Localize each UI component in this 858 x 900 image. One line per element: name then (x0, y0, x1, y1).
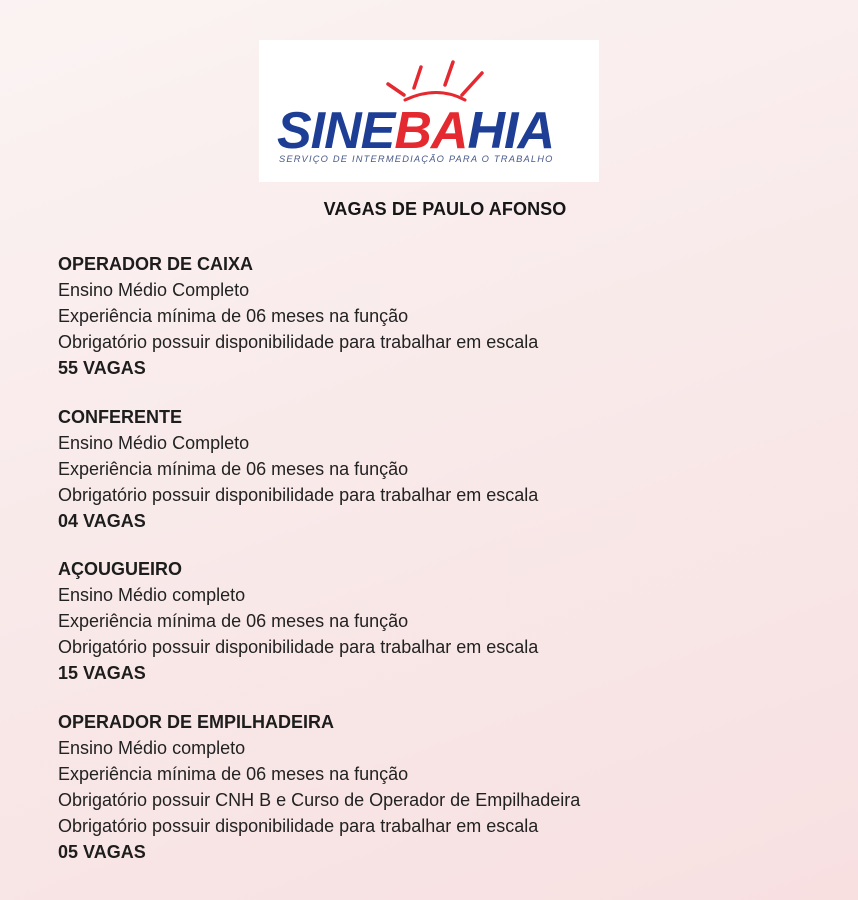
job-title: CONFERENTE (58, 406, 183, 427)
job-requirement: Obrigatório possuir disponibilidade para trabalhar em escala (58, 637, 539, 657)
job-requirement: Experiência mínima de 06 meses na função (58, 763, 409, 784)
logo-ba: BA (394, 102, 468, 160)
job-requirement: Ensino Médio Completo (58, 432, 250, 453)
job-requirement: Ensino Médio completo (58, 737, 246, 758)
job-requirement: Obrigatório possuir CNH B e Curso de Operador de Empilhadeira (58, 789, 581, 810)
job-requirement: Ensino Médio Completo (58, 280, 250, 300)
logo-tagline: SERVIÇO DE INTERMEDIAÇÃO PARA O TRABALHO (279, 154, 554, 164)
job-requirement: Experiência mínima de 06 meses na função (58, 458, 409, 479)
page-title: VAGAS DE PAULO AFONSO (323, 199, 567, 219)
job-vacancies: 04 VAGAS (58, 510, 146, 531)
job-requirement: Obrigatório possuir disponibilidade para trabalhar em escala (58, 484, 539, 505)
job-title: OPERADOR DE CAIXA (58, 254, 254, 274)
logo-hia: HIA (467, 102, 555, 160)
job-vacancies: 05 VAGAS (58, 841, 146, 862)
logo-graphic (259, 40, 599, 182)
job-vacancies: 15 VAGAS (58, 663, 146, 683)
job-acougueiro (58, 556, 818, 686)
logo-sine: SINE (277, 102, 395, 160)
job-requirement: Experiência mínima de 06 meses na função (58, 611, 409, 631)
job-requirement: Ensino Médio completo (58, 585, 246, 605)
svg-text:SINEBAHIA (277, 102, 554, 160)
sun-rays-icon (388, 62, 482, 100)
job-title: OPERADOR DE EMPILHADEIRA (58, 711, 335, 732)
job-operador-de-empilhadeira (58, 709, 818, 865)
job-title: AÇOUGUEIRO (58, 559, 183, 579)
job-requirement: Obrigatório possuir disponibilidade para trabalhar em escala (58, 332, 539, 352)
job-requirement: Experiência mínima de 06 meses na função (58, 306, 409, 326)
job-conferente (58, 404, 818, 534)
job-list (58, 251, 818, 887)
job-requirement: Obrigatório possuir disponibilidade para trabalhar em escala (58, 815, 539, 836)
job-vacancies: 55 VAGAS (58, 358, 146, 378)
job-operador-de-caixa (58, 251, 818, 381)
sinebahia-logo (259, 40, 599, 182)
